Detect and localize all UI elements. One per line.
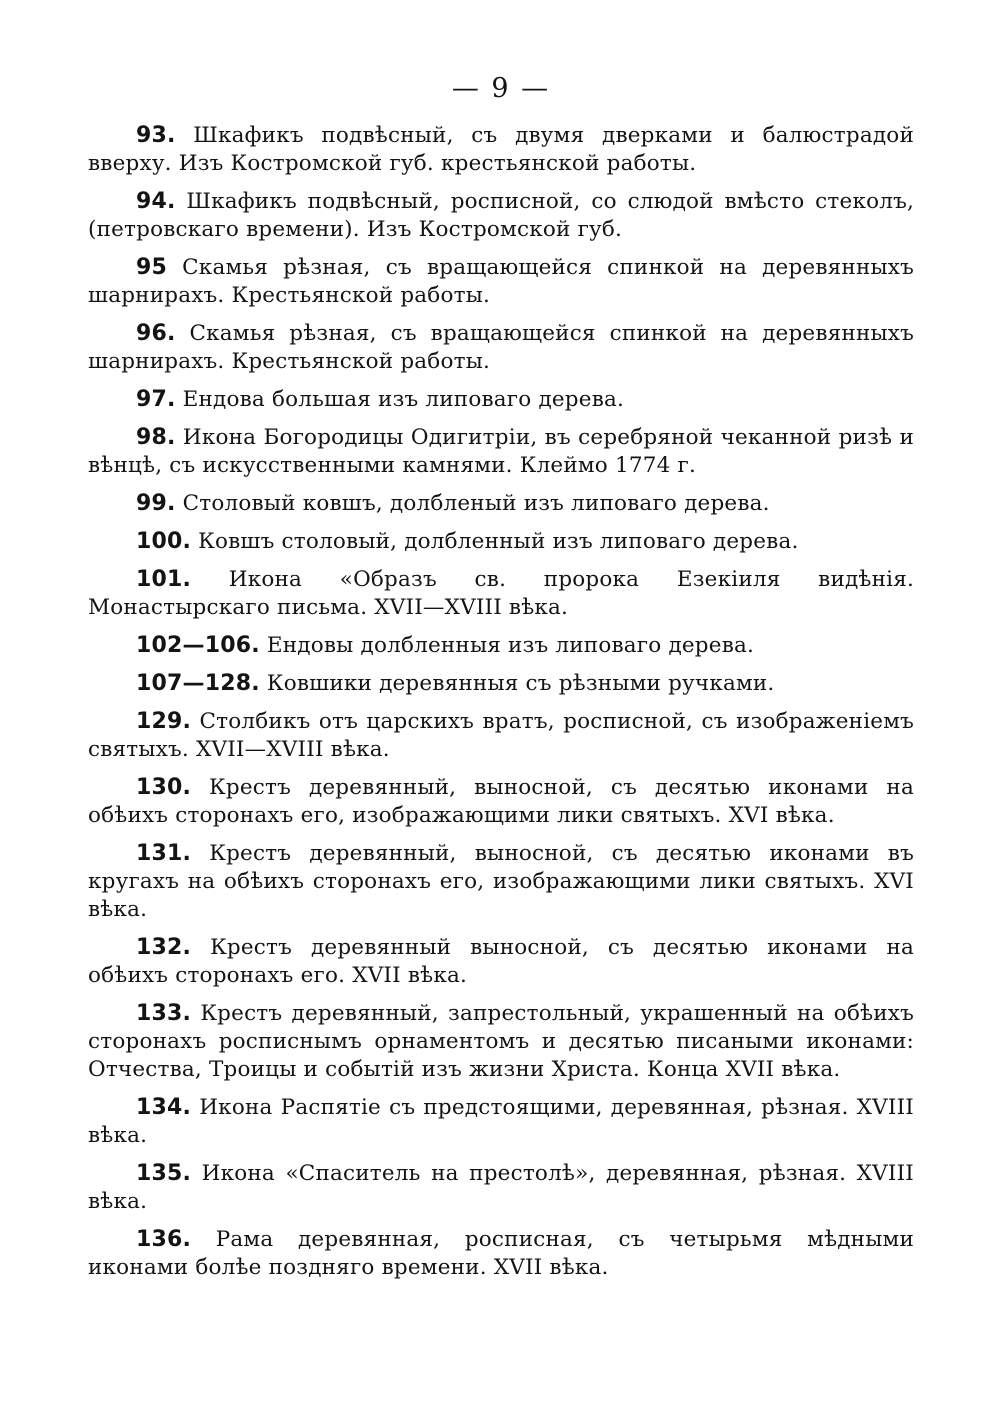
entry-text: Крестъ деревянный, выносной, съ десятью иконами на обѣихъ сторонахъ его, изображающими лики святыхъ. XVI вѣка. xyxy=(88,775,914,828)
entry-number: 130. xyxy=(136,775,192,800)
entry-text: Икона Распятіе съ предстоящими, деревянная, рѣзная. XVIII вѣка. xyxy=(88,1095,914,1148)
entry-number: 101. xyxy=(136,567,192,592)
entry-text: Ковшъ столовый, долбленный изъ липоваго дерева. xyxy=(198,529,799,554)
catalog-entry xyxy=(88,708,914,764)
entry-text: Скамья рѣзная, съ вращающейся спинкой на деревянныхъ шарнирахъ. Крестьянской работы. xyxy=(88,255,914,308)
entry-text: Ендовы долбленныя изъ липоваго дерева. xyxy=(266,633,755,658)
entry-number: 133. xyxy=(136,1001,192,1026)
entry-text: Рама деревянная, росписная, съ четырьмя мѣдными иконами болѣе поздняго времени. XVII вѣка. xyxy=(88,1227,914,1280)
entry-text: Ковшики деревянныя съ рѣзными ручками. xyxy=(266,671,775,696)
page-number: — 9 — xyxy=(451,73,551,104)
entry-number: 96. xyxy=(136,321,176,346)
entry-text: Икона «Спаситель на престолѣ», деревянная, рѣзная. XVIII вѣка. xyxy=(88,1161,914,1214)
entry-number: 102—106. xyxy=(136,633,260,658)
catalog-entry xyxy=(88,934,914,990)
catalog-entry xyxy=(88,632,914,660)
catalog-entries xyxy=(88,122,914,1282)
catalog-entry xyxy=(88,566,914,622)
entry-text: Шкафикъ подвѣсный, съ двумя дверками и балюстрадой вверху. Изъ Костромской губ. крестьянской работы. xyxy=(88,123,914,176)
entry-text: Шкафикъ подвѣсный, росписной, со слюдой вмѣсто стеколъ, (петровскаго времени). Изъ Костромской губ. xyxy=(88,189,914,242)
entry-number: 132. xyxy=(136,935,192,960)
catalog-entry xyxy=(88,320,914,376)
catalog-entry xyxy=(88,1226,914,1282)
catalog-entry xyxy=(88,424,914,480)
catalog-entry xyxy=(88,490,914,518)
entry-text: Крестъ деревянный, запрестольный, украшенный на обѣихъ сторонахъ росписнымъ орнаментомъ и десятью писаными иконами: Отчества, Троицы и событій изъ жизни Христа. Конца XVII вѣка. xyxy=(88,1001,914,1082)
entry-text: Крестъ деревянный, выносной, съ десятью иконами въ кругахъ на обѣихъ сторонахъ его, изображающими лики святыхъ. XVI вѣка. xyxy=(88,841,914,922)
entry-number: 131. xyxy=(136,841,192,866)
catalog-entry xyxy=(88,840,914,924)
entry-text: Икона Богородицы Одигитріи, въ серебряной чеканной ризѣ и вѣнцѣ, съ искусственными камнями. Клеймо 1774 г. xyxy=(88,425,914,478)
entry-text: Столовый ковшъ, долбленый изъ липоваго дерева. xyxy=(182,491,770,516)
catalog-entry xyxy=(88,1094,914,1150)
entry-text: Икона «Образъ св. пророка Езекіиля видѣнія. Монастырскаго письма. XVII—XVIII вѣка. xyxy=(88,567,914,620)
entry-number: 129. xyxy=(136,709,192,734)
entry-number: 135. xyxy=(136,1161,192,1186)
entry-number: 99. xyxy=(136,491,176,516)
catalog-entry xyxy=(88,670,914,698)
catalog-entry xyxy=(88,386,914,414)
entry-number: 93. xyxy=(136,123,176,148)
entry-text: Ендова большая изъ липоваго дерева. xyxy=(182,387,625,412)
page xyxy=(88,72,914,1292)
entry-text: Крестъ деревянный выносной, съ десятью иконами на обѣихъ сторонахъ его. XVII вѣка. xyxy=(88,935,914,988)
catalog-entry xyxy=(88,1160,914,1216)
entry-text: Скамья рѣзная, съ вращающейся спинкой на деревянныхъ шарнирахъ. Крестьянской работы. xyxy=(88,321,914,374)
catalog-entry xyxy=(88,122,914,178)
entry-number: 100. xyxy=(136,529,192,554)
entry-number: 107—128. xyxy=(136,671,260,696)
entry-number: 94. xyxy=(136,189,176,214)
catalog-entry xyxy=(88,774,914,830)
catalog-entry xyxy=(88,528,914,556)
entry-number: 98. xyxy=(136,425,176,450)
entry-number: 97. xyxy=(136,387,176,412)
catalog-entry xyxy=(88,1000,914,1084)
catalog-entry xyxy=(88,188,914,244)
entry-number: 136. xyxy=(136,1227,192,1252)
entry-text: Столбикъ отъ царскихъ вратъ, росписной, съ изображеніемъ святыхъ. XVII—XVIII вѣка. xyxy=(88,709,915,762)
entry-number: 95 xyxy=(136,255,168,280)
entry-number: 134. xyxy=(136,1095,192,1120)
catalog-entry xyxy=(88,254,914,310)
